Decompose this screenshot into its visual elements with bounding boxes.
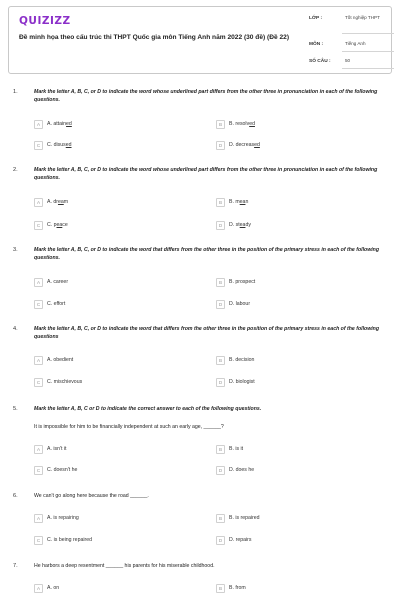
option-letter-box: C <box>34 536 43 545</box>
question-count-label: SỐ CÂU : <box>309 59 331 64</box>
option-text: A. is repairing <box>47 515 79 521</box>
option-c[interactable] <box>34 220 68 230</box>
option-text: A. dream <box>47 199 69 205</box>
option-text: D. does he <box>229 467 255 473</box>
option-letter-box: D <box>216 141 225 150</box>
subject-value: Tiếng Anh <box>345 41 366 46</box>
option-letter-box: C <box>34 300 43 309</box>
option-d[interactable] <box>216 535 252 545</box>
option-text: B. is repaired <box>229 515 260 521</box>
class-label: LỚP : <box>309 16 323 21</box>
question-text: Mark the letter A, B, C or D to indicate the correct answer to each of the following questions. <box>34 406 262 412</box>
option-b[interactable] <box>216 277 255 287</box>
option-c[interactable] <box>34 377 82 387</box>
option-letter-box: C <box>34 141 43 150</box>
option-text: A. on <box>47 585 60 591</box>
question-text: Mark the letter A, B, C, or D to indicate the word that differs from the other three in the position of the primary stress in each of the following questions. <box>34 247 380 261</box>
option-text: B. is it <box>229 446 244 452</box>
option-text: A. attained <box>47 121 72 127</box>
option-letter-box: C <box>34 378 43 387</box>
option-text: A. obedient <box>47 357 74 363</box>
option-a[interactable] <box>34 277 68 287</box>
option-text: C. disused <box>47 142 72 148</box>
option-text: C. mischievous <box>47 379 83 385</box>
class-divider <box>342 33 394 34</box>
option-a[interactable] <box>34 444 66 454</box>
option-letter-box: B <box>216 514 225 523</box>
worksheet-header <box>8 6 392 74</box>
option-letter-box: A <box>34 514 43 523</box>
option-letter-box: A <box>34 584 43 593</box>
option-d[interactable] <box>216 377 255 387</box>
option-d[interactable] <box>216 465 254 475</box>
option-text: B. resolved <box>229 121 255 127</box>
option-letter-box: A <box>34 198 43 207</box>
option-text: D. steady <box>229 222 251 228</box>
option-letter-box: D <box>216 536 225 545</box>
option-d[interactable] <box>216 220 251 230</box>
option-b[interactable] <box>216 197 248 207</box>
option-d[interactable] <box>216 140 260 150</box>
option-text: C. peace <box>47 222 68 228</box>
option-text: B. from <box>229 585 246 591</box>
option-a[interactable] <box>34 119 72 129</box>
option-letter-box: D <box>216 378 225 387</box>
option-b[interactable] <box>216 513 260 523</box>
option-text: A. isn't it <box>47 446 67 452</box>
quizizz-logo: QUIZIZZ <box>19 15 71 27</box>
option-text: B. mean <box>229 199 249 205</box>
subject-divider <box>342 51 394 52</box>
option-a[interactable] <box>34 355 73 365</box>
option-letter-box: B <box>216 198 225 207</box>
question-count-value: 50 <box>345 58 351 63</box>
option-letter-box: B <box>216 120 225 129</box>
class-value: Tốt nghiệp THPT <box>345 15 380 20</box>
option-letter-box: B <box>216 278 225 287</box>
question-number: 3. <box>13 247 18 253</box>
question-number: 2. <box>13 167 18 173</box>
option-text: A. career <box>47 279 69 285</box>
question-text: Mark the letter A, B, C, or D to indicate the word that differs from the other three in the position of the primary stress in each of the following questions <box>34 326 380 340</box>
question-number: 5. <box>13 406 18 412</box>
question-number: 7. <box>13 563 18 569</box>
option-text: D. repairs <box>229 537 252 543</box>
count-divider <box>342 68 394 69</box>
option-letter-box: A <box>34 278 43 287</box>
option-b[interactable] <box>216 583 246 593</box>
option-text: C. effort <box>47 301 66 307</box>
option-text: B. decision <box>229 357 255 363</box>
option-b[interactable] <box>216 444 243 454</box>
option-c[interactable] <box>34 140 72 150</box>
question-number: 6. <box>13 493 18 499</box>
question-text: He harbors a deep resentment ______ his parents for his miserable childhood. <box>34 563 215 569</box>
question-number: 1. <box>13 89 18 95</box>
option-c[interactable] <box>34 535 92 545</box>
option-b[interactable] <box>216 355 254 365</box>
subject-label: MÔN : <box>309 42 324 47</box>
question-text: We can't go along here because the road ______. <box>34 493 149 499</box>
option-d[interactable] <box>216 299 250 309</box>
option-letter-box: C <box>34 466 43 475</box>
option-letter-box: B <box>216 584 225 593</box>
option-letter-box: A <box>34 120 43 129</box>
option-letter-box: D <box>216 221 225 230</box>
option-text: D. biologist <box>229 379 255 385</box>
option-c[interactable] <box>34 465 77 475</box>
option-b[interactable] <box>216 119 255 129</box>
question-number: 4. <box>13 326 18 332</box>
option-text: B. prospect <box>229 279 256 285</box>
document-title: Đề minh họa theo cấu trúc thi THPT Quốc gia môn Tiếng Anh năm 2022 (30 đề) (Đề 22) <box>19 34 290 41</box>
option-letter-box: A <box>34 445 43 454</box>
question-stem: It is impossible for him to be financially independent at such an early age, ______? <box>34 424 224 430</box>
option-letter-box: A <box>34 356 43 365</box>
option-text: C. is being repaired <box>47 537 92 543</box>
question-text: Mark the letter A, B, C, or D to indicate the word whose underlined part differs from the other three in pronunciation in each of the following questions. <box>34 89 378 103</box>
option-letter-box: B <box>216 356 225 365</box>
option-c[interactable] <box>34 299 65 309</box>
option-letter-box: D <box>216 466 225 475</box>
option-a[interactable] <box>34 197 68 207</box>
option-letter-box: B <box>216 445 225 454</box>
option-text: D. labour <box>229 301 251 307</box>
question-text: Mark the letter A, B, C, or D to indicate the word whose underlined part differs from the other three in pronunciation in each of the following questions. <box>34 167 378 181</box>
option-text: C. doesn't he <box>47 467 78 473</box>
option-a[interactable] <box>34 583 59 593</box>
option-letter-box: D <box>216 300 225 309</box>
option-text: D. decreased <box>229 142 260 148</box>
option-letter-box: C <box>34 221 43 230</box>
option-a[interactable] <box>34 513 79 523</box>
